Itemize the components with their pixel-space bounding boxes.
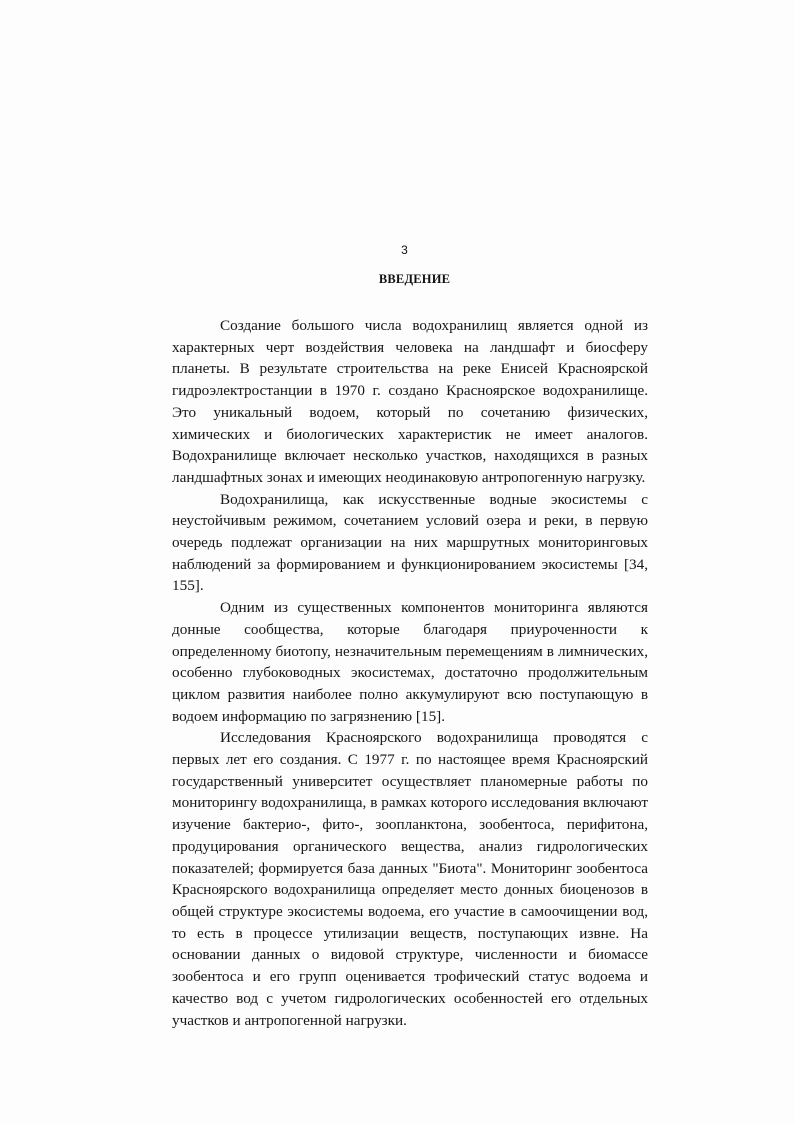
section-heading: ВВЕДЕНИЕ xyxy=(378,272,451,286)
paragraph-3: Одним из существенных компонентов мониторинга являются донные сообщества, которые благодаря приуроченности к определенному биотопу, незначительным перемещениям в лимнических, особенно глубоководных экосистемах, достаточно продолжительным циклом развития наиболее полно аккумулируют всю поступающую в водоем информацию по загрязнению [15]. xyxy=(172,599,648,725)
paragraph-2: Водохранилища, как искусственные водные экосистемы с неустойчивым режимом, сочетанием условий озера и реки, в первую очередь подлежат организации на них маршрутных мониторинговых наблюдений за формированием и функционированием экосистемы [34, 155]. xyxy=(172,490,648,595)
paragraph-1: Создание большого числа водохранилищ является одной из характерных черт воздействия человека на ландшафт и биосферу планеты. В результате строительства на реке Енисей Красноярской гидроэлектростанции в 1970 г. создано Красноярское водохранилище. Это уникальный водоем, который по сочетанию физических, химических и биологических характеристик не имеет аналогов. Водохранилище включает несколько участков, находящихся в разных ландшафтных зонах и имеющих неодинаковую антропогенную нагрузку. xyxy=(172,317,648,486)
body-text xyxy=(172,315,648,1031)
paragraph-4: Исследования Красноярского водохранилища проводятся с первых лет его создания. С 1977 г. по настоящее время Красноярский государственный университет осуществляет планомерные работы по мониторингу водохранилища, в рамках которого исследования включают изучение бактерио-, фито-, зоопланктона, зообентоса, перифитона, продуцирования органического вещества, анализ гидрологических показателей; формируется база данных "Биота". Мониторинг зообентоса Красноярского водохранилища определяет место донных биоценозов в общей структуре экосистемы водоема, его участие в самоочищении вод, то есть в процессе утилизации веществ, поступающих извне. На основании данных о видовой структуре, численности и биомассе зообентоса и его групп оценивается трофический статус водоема и качество вод с учетом гидрологических особенностей его отдельных участков и антропогенной нагрузки. xyxy=(172,729,648,1029)
page-number: 3 xyxy=(401,243,408,257)
